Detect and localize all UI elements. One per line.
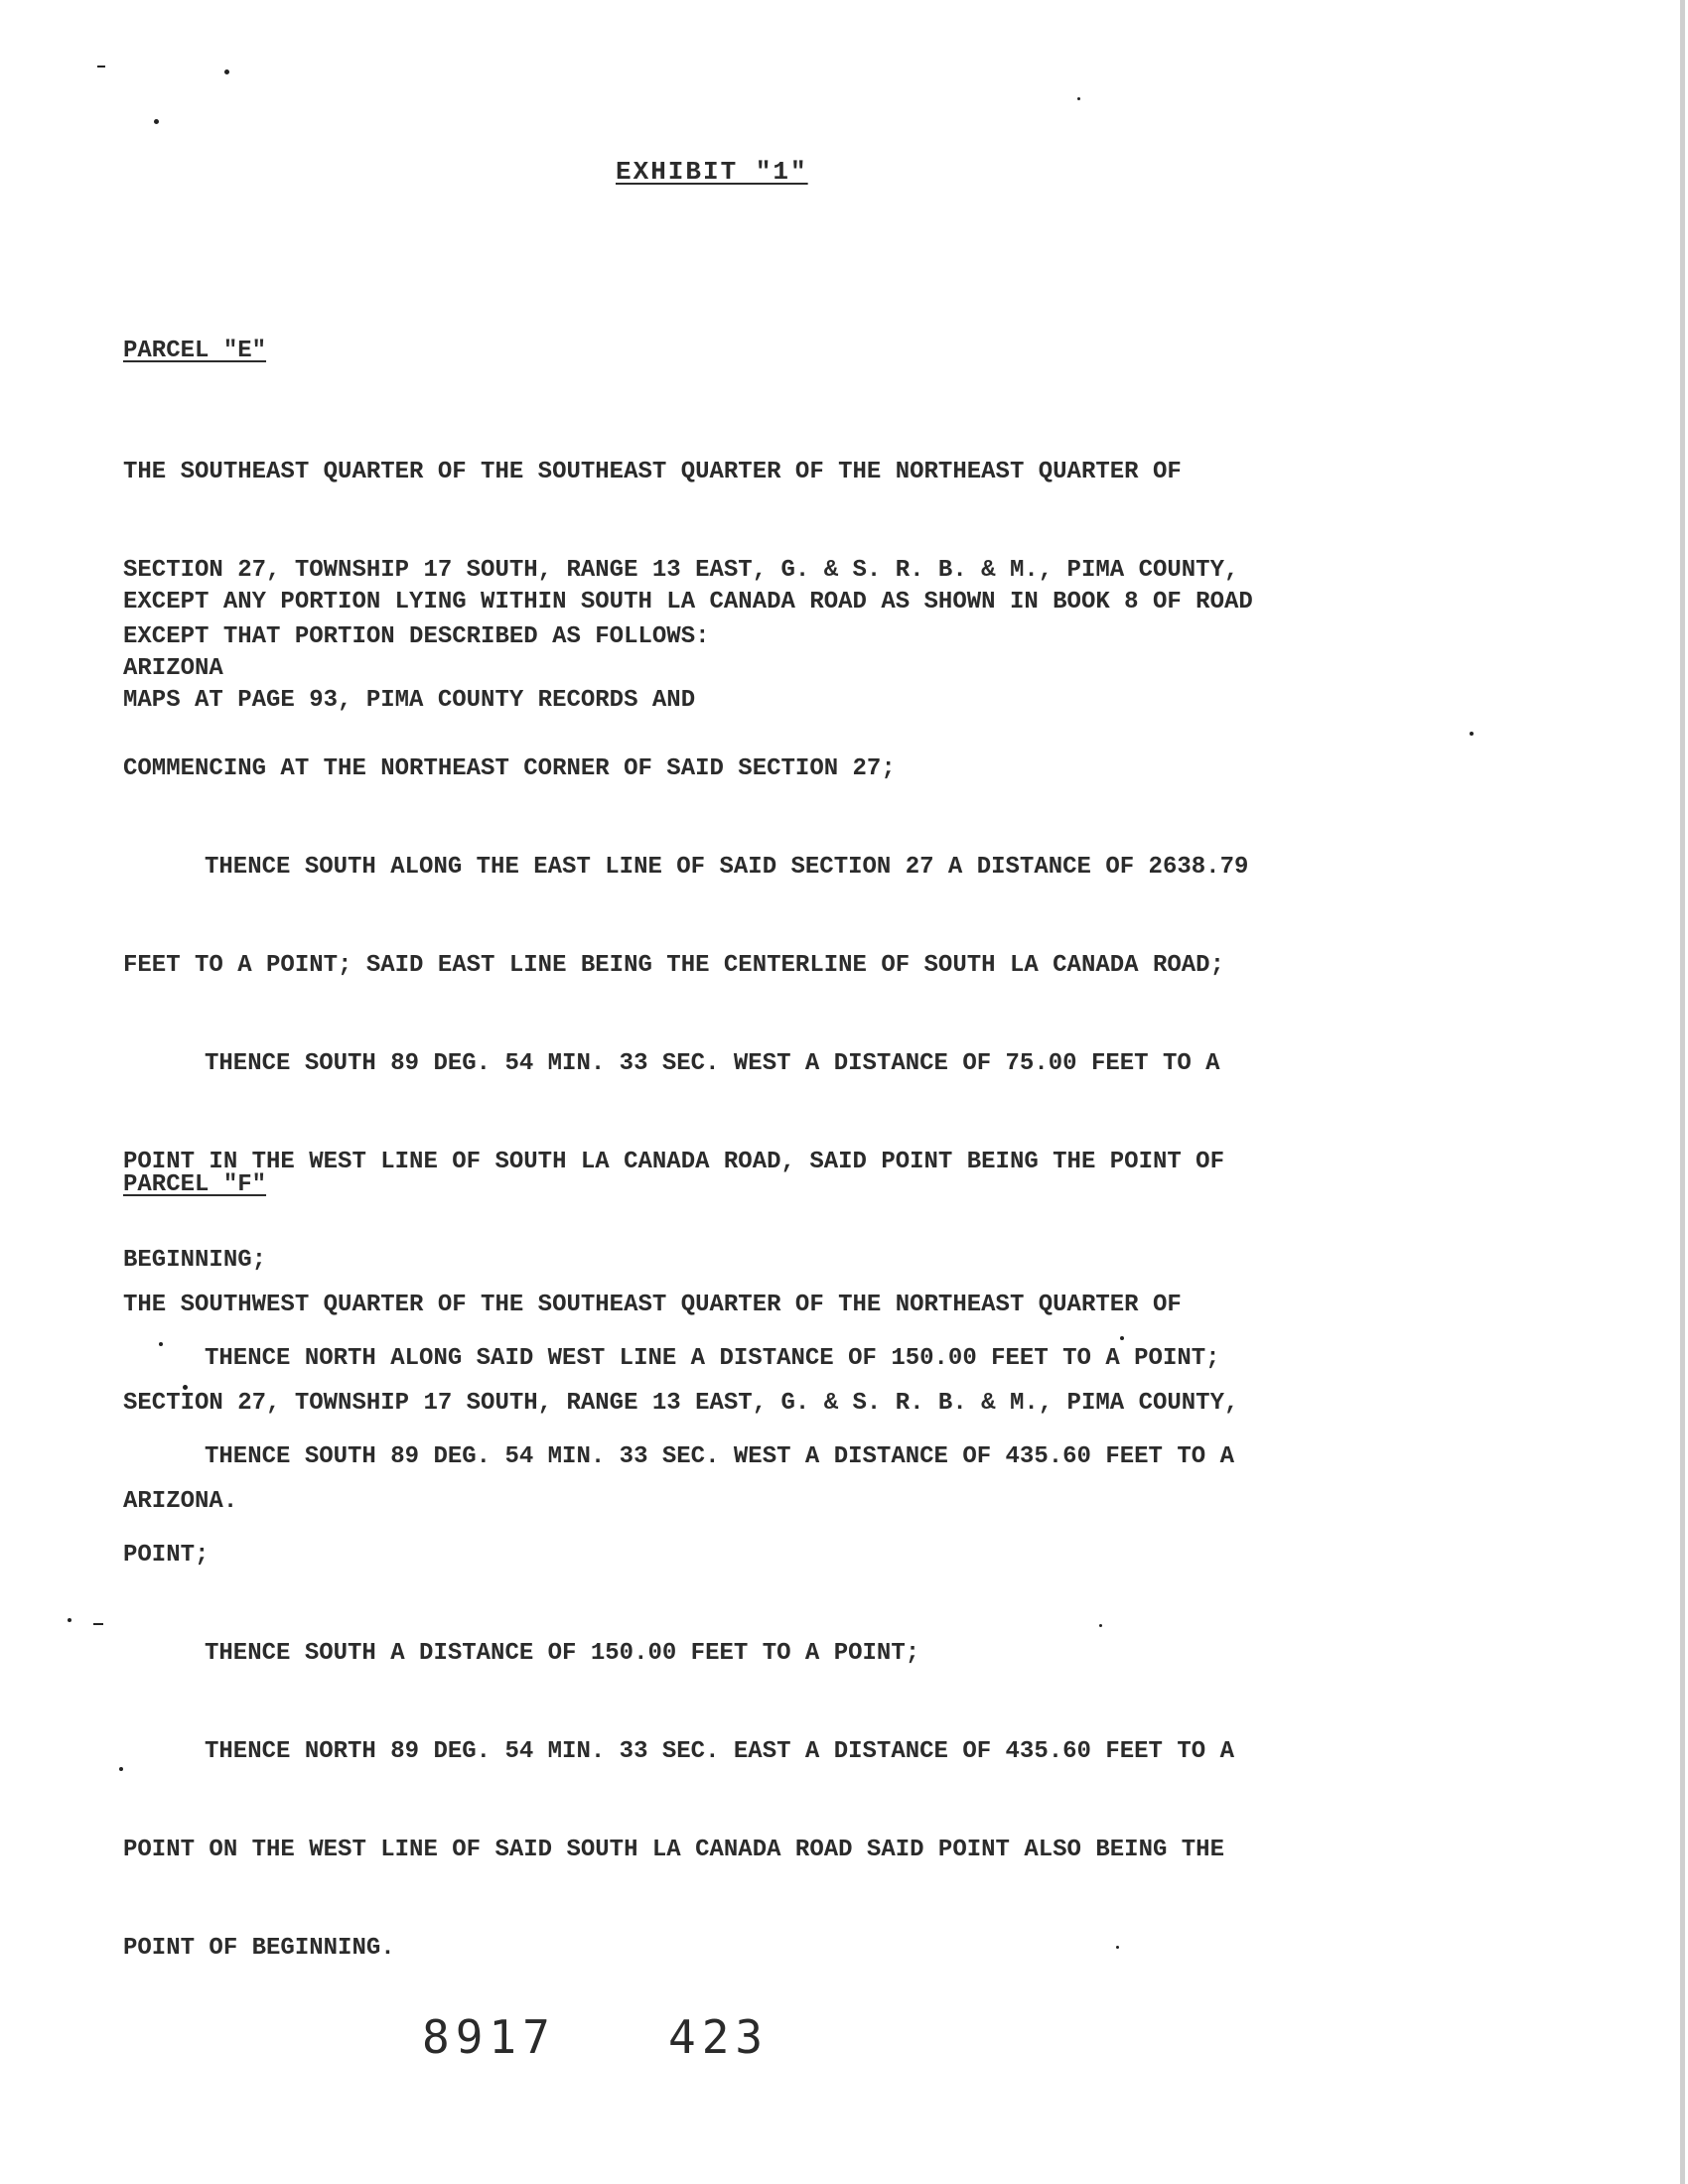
- exhibit-title: EXHIBIT "1": [616, 157, 808, 187]
- parcel-e-heading: PARCEL "E": [123, 338, 267, 364]
- text-line: THENCE SOUTH 89 DEG. 54 MIN. 33 SEC. WEST A DISTANCE OF 435.60 FEET TO A: [205, 1443, 1234, 1470]
- scan-speck: [97, 66, 105, 68]
- text-line: THE SOUTHWEST QUARTER OF THE SOUTHEAST QUARTER OF THE NORTHEAST QUARTER OF: [123, 1292, 1182, 1318]
- scan-speck: [68, 1618, 71, 1622]
- text-line: THENCE NORTH ALONG SAID WEST LINE A DISTANCE OF 150.00 FEET TO A POINT;: [205, 1345, 1220, 1372]
- text-line: THENCE SOUTH ALONG THE EAST LINE OF SAID SECTION 27 A DISTANCE OF 2638.79: [205, 854, 1249, 881]
- text-line: ARIZONA.: [123, 1488, 238, 1515]
- parcel-f-heading: PARCEL "F": [123, 1171, 267, 1198]
- text-line: POINT IN THE WEST LINE OF SOUTH LA CANADA ROAD, SAID POINT BEING THE POINT OF: [123, 1149, 1224, 1175]
- text-line: THENCE NORTH 89 DEG. 54 MIN. 33 SEC. EAST A DISTANCE OF 435.60 FEET TO A: [205, 1738, 1234, 1765]
- text-line: POINT OF BEGINNING.: [123, 1935, 395, 1962]
- text-line: COMMENCING AT THE NORTHEAST CORNER OF SAID SECTION 27;: [123, 755, 896, 782]
- text-line: ARIZONA: [123, 655, 223, 682]
- text-line: EXCEPT ANY PORTION LYING WITHIN SOUTH LA CANADA ROAD AS SHOWN IN BOOK 8 OF ROAD: [123, 589, 1253, 615]
- recording-page-number: 423: [668, 2010, 770, 2064]
- text-line: THENCE SOUTH A DISTANCE OF 150.00 FEET TO A POINT;: [205, 1640, 920, 1667]
- text-line: POINT ON THE WEST LINE OF SAID SOUTH LA CANADA ROAD SAID POINT ALSO BEING THE: [123, 1837, 1224, 1863]
- scan-speck: [1470, 732, 1474, 736]
- text-line: BEGINNING;: [123, 1247, 267, 1274]
- scan-speck: [224, 69, 229, 74]
- parcel-f-description: [123, 1223, 1414, 1583]
- parcel-e-exception-intro: EXCEPT THAT PORTION DESCRIBED AS FOLLOWS:: [123, 623, 710, 650]
- scan-speck: [154, 119, 159, 124]
- page-edge-shadow: [1680, 0, 1685, 2184]
- text-line: POINT;: [123, 1542, 210, 1569]
- text-line: SECTION 27, TOWNSHIP 17 SOUTH, RANGE 13 EAST, G. & S. R. B. & M., PIMA COUNTY,: [123, 1390, 1239, 1417]
- text-line: THE SOUTHEAST QUARTER OF THE SOUTHEAST QUARTER OF THE NORTHEAST QUARTER OF: [123, 459, 1182, 485]
- text-line: MAPS AT PAGE 93, PIMA COUNTY RECORDS AND: [123, 687, 696, 714]
- recording-book-number: 8917: [422, 2010, 556, 2064]
- scan-speck: [93, 1623, 103, 1625]
- text-line: SECTION 27, TOWNSHIP 17 SOUTH, RANGE 13 EAST, G. & S. R. B. & M., PIMA COUNTY,: [123, 557, 1239, 584]
- text-line: FEET TO A POINT; SAID EAST LINE BEING THE CENTERLINE OF SOUTH LA CANADA ROAD;: [123, 952, 1224, 979]
- scan-speck: [1077, 97, 1080, 100]
- text-line: THENCE SOUTH 89 DEG. 54 MIN. 33 SEC. WEST A DISTANCE OF 75.00 FEET TO A: [205, 1050, 1220, 1077]
